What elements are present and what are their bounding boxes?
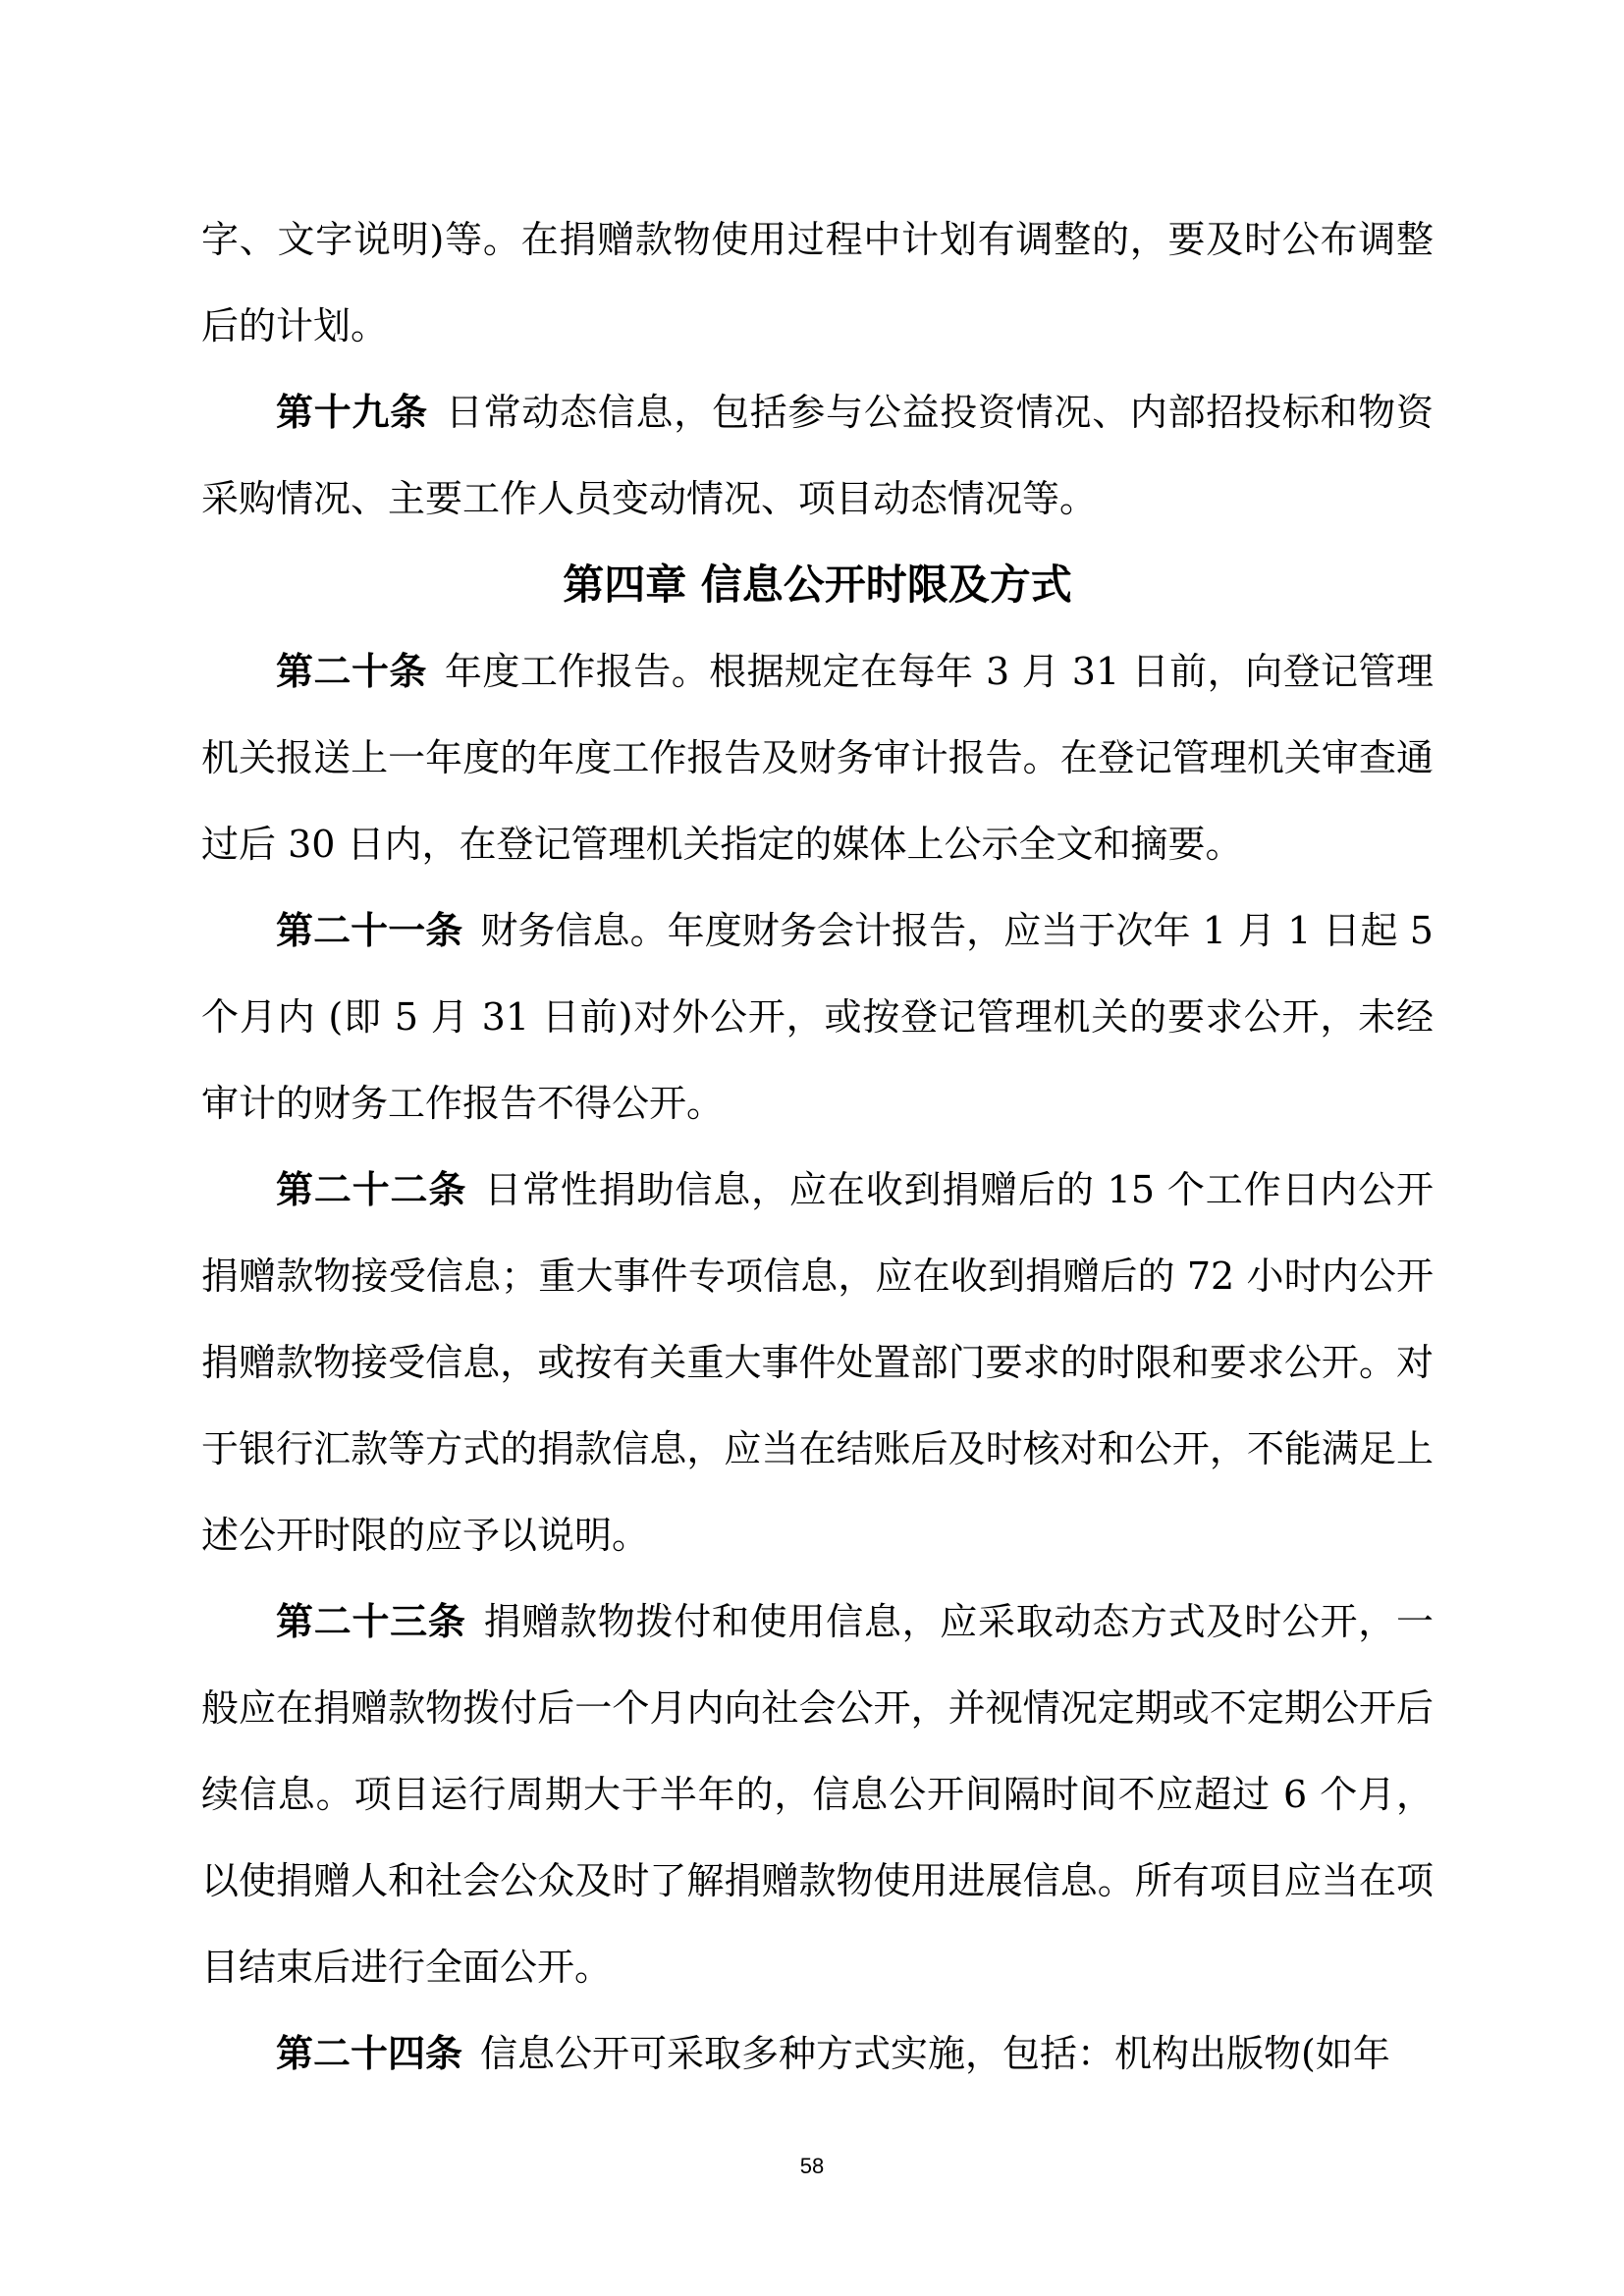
article-number: 第二十三条 xyxy=(276,1600,466,1643)
page-number: 58 xyxy=(799,2154,825,2178)
article-number: 第二十四条 xyxy=(276,2032,463,2075)
article-number: 第十九条 xyxy=(276,391,428,434)
article-19 xyxy=(201,369,1434,542)
article-23 xyxy=(201,1578,1434,2010)
article-text: 财务信息。年度财务会计报告，应当于次年 1 月 1 日起 5 个月内 (即 5 月 31 日前)对外公开，或按登记管理机关的要求公开，未经审计的财务工作报告不得公开。 xyxy=(201,909,1434,1125)
article-text: 捐赠款物拨付和使用信息，应采取动态方式及时公开，一般应在捐赠款物拨付后一个月内向社会公开，并视情况定期或不定期公开后续信息。项目运行周期大于半年的，信息公开间隔时间不应超过 6 个月，以使捐赠人和社会公众及时了解捐赠款物使用进展信息。所有项目应当在项目结束后进行全面公开。 xyxy=(201,1600,1434,1989)
article-number: 第二十二条 xyxy=(276,1168,467,1211)
article-text: 日常动态信息，包括参与公益投资情况、内部招投标和物资采购情况、主要工作人员变动情况、项目动态情况等。 xyxy=(201,391,1434,520)
article-text: 信息公开可采取多种方式实施，包括：机构出版物(如年 xyxy=(480,2032,1390,2075)
article-text: 年度工作报告。根据规定在每年 3 月 31 日前，向登记管理机关报送上一年度的年度工作报告及财务审计报告。在登记管理机关审查通过后 30 日内，在登记管理机关指定的媒体上公示全文和摘要。 xyxy=(201,650,1434,866)
document-body xyxy=(201,196,1434,2097)
continuation-paragraph: 字、文字说明)等。在捐赠款物使用过程中计划有调整的，要及时公布调整后的计划。 xyxy=(201,218,1434,347)
article-20 xyxy=(201,628,1434,887)
article-number: 第二十一条 xyxy=(276,909,463,952)
chapter-title: 第四章 信息公开时限及方式 xyxy=(563,561,1072,609)
article-24 xyxy=(201,2010,1434,2097)
article-text: 日常性捐助信息，应在收到捐赠后的 15 个工作日内公开捐赠款物接受信息；重大事件专项信息，应在收到捐赠后的 72 小时内公开捐赠款物接受信息，或按有关重大事件处置部门要求的时限和要求公开。对于银行汇款等方式的捐款信息，应当在结账后及时核对和公开，不能满足上述公开时限的应予以说明。 xyxy=(201,1168,1434,1557)
article-21 xyxy=(201,887,1434,1147)
article-22 xyxy=(201,1147,1434,1578)
article-number: 第二十条 xyxy=(276,650,427,693)
